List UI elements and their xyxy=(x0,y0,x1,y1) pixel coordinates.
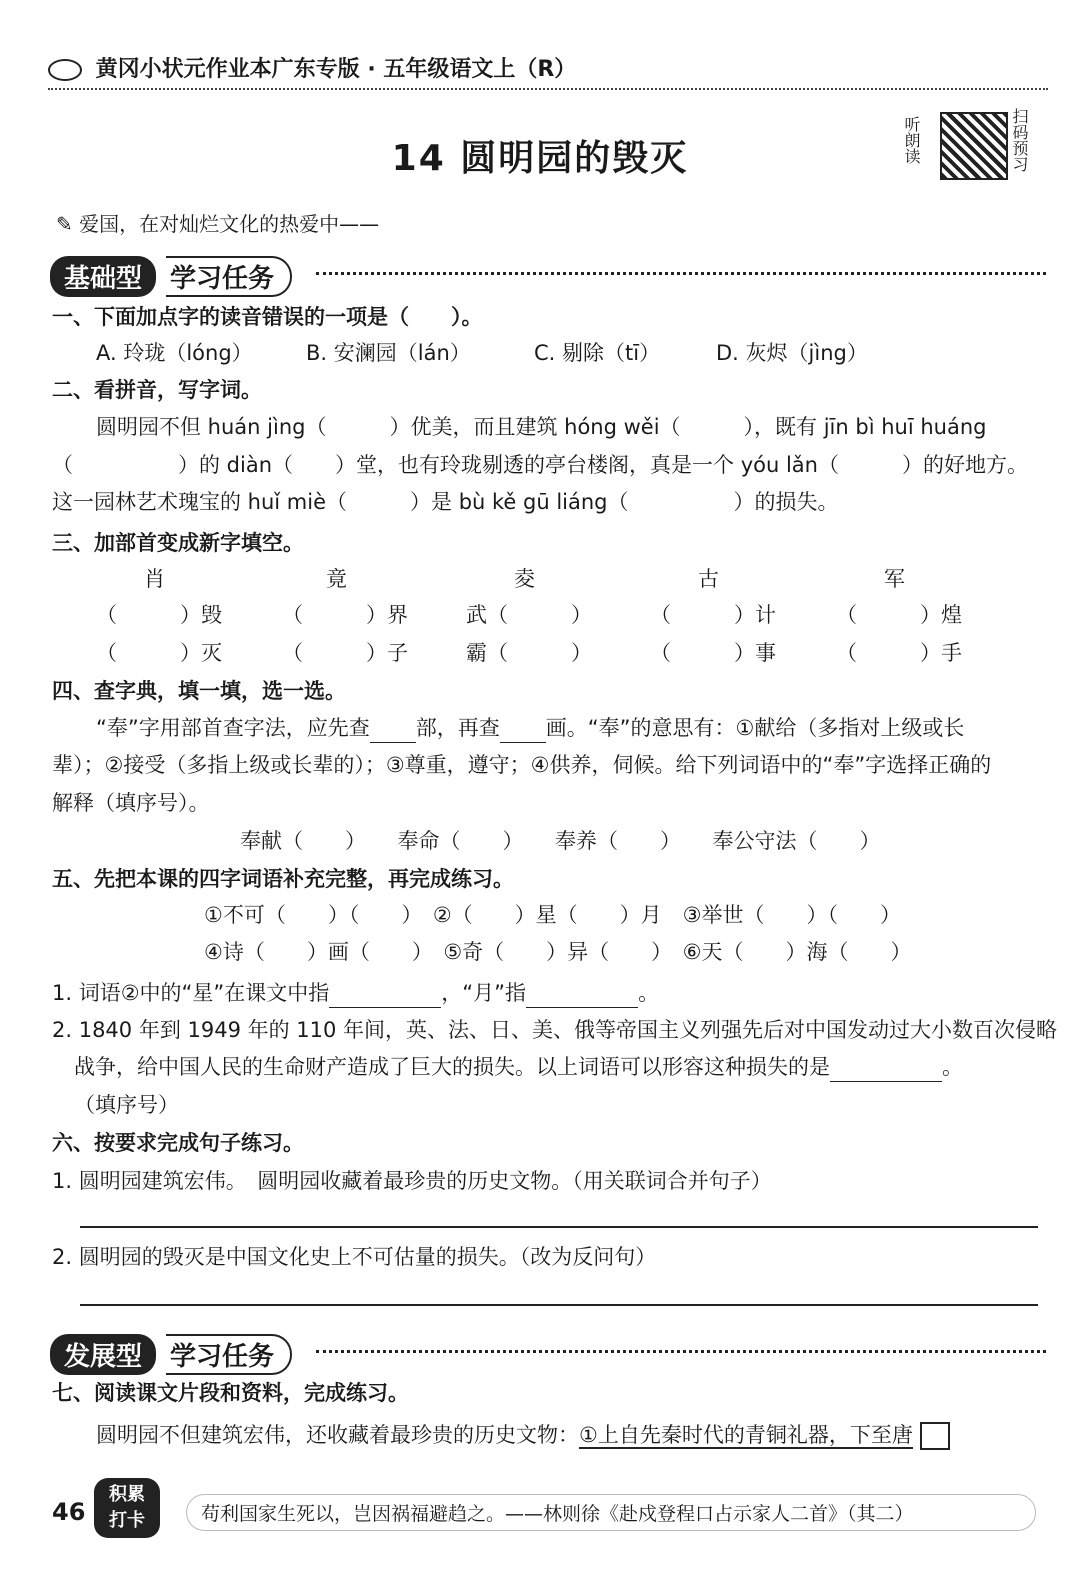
q3-blank[interactable]: （ ）毁 xyxy=(96,603,222,627)
q1-option-b: B. 安澜园（lán） xyxy=(306,341,471,365)
q5-blank[interactable] xyxy=(329,985,441,1008)
q6-sub1: 1. 圆明园建筑宏伟。 圆明园收藏着最珍贵的历史文物。（用关联词合并句子） xyxy=(52,1169,772,1193)
running-header xyxy=(48,52,576,83)
section-basic-label: 学习任务 xyxy=(166,256,292,297)
q6-answer-line-2[interactable] xyxy=(80,1304,1038,1306)
q7-passage: 圆明园不但建筑宏伟，还收藏着最珍贵的历史文物：①上自先秦时代的青铜礼器，下至唐 xyxy=(96,1420,950,1450)
q5-row1[interactable]: ①不可（ ）（ ） ②（ ）星（ ）月 ③举世（ ）（ ） xyxy=(204,903,901,927)
q2-line1: 圆明园不但 huán jìng（ ）优美，而且建筑 hóng wěi（ ），既有 jīn bì huī huáng xyxy=(96,415,987,439)
q1-option-a: A. 玲珑（lóng） xyxy=(96,341,253,365)
q4-blank[interactable] xyxy=(370,720,416,743)
q3-blank[interactable]: （ ）计 xyxy=(650,603,776,627)
q1-option-c: C. 剔除（tī） xyxy=(534,341,661,365)
section-basic-banner xyxy=(50,256,292,297)
header-text: 黄冈小状元作业本广东专版 · 五年级语文上（R） xyxy=(95,57,577,82)
section-develop-dots xyxy=(316,1350,1046,1353)
q3-stem: 三、加部首变成新字填空。 xyxy=(52,531,304,555)
q5-sub2-note: （填序号） xyxy=(74,1093,179,1117)
q3-head-5: 军 xyxy=(884,567,905,591)
q5-stem: 五、先把本课的四字词语补充完整，再完成练习。 xyxy=(52,867,514,891)
accumulate-badge: 积累 打卡 xyxy=(94,1478,160,1538)
q4-options[interactable]: 奉献（ ） 奉命（ ） 奉养（ ） 奉公守法（ ） xyxy=(240,829,881,853)
q3-blank[interactable]: 霸（ ） xyxy=(466,641,592,665)
qr-label-left: 听朗读 xyxy=(902,116,921,164)
page-number: 46 xyxy=(52,1498,86,1526)
q3-blank[interactable]: （ ）手 xyxy=(836,641,962,665)
q3-blank[interactable]: （ ）煌 xyxy=(836,603,962,627)
q6-stem: 六、按要求完成句子练习。 xyxy=(52,1131,304,1155)
q7-stem: 七、阅读课文片段和资料，完成练习。 xyxy=(52,1381,409,1405)
section-basic-dots xyxy=(316,272,1046,275)
section-develop-banner xyxy=(50,1334,292,1375)
lesson-title: 14 圆明园的毁灭 xyxy=(391,138,689,179)
quill-icon: ✎ xyxy=(56,212,80,236)
q5-sub2-line1: 2. 1840 年到 1949 年的 110 年间，英、法、日、美、俄等帝国主义列强先后对中国发动过大小数百次侵略 xyxy=(52,1018,1058,1042)
q5-blank[interactable] xyxy=(526,985,638,1008)
section-develop-pill: 发展型 xyxy=(50,1334,156,1375)
q5-row2[interactable]: ④诗（ ）画（ ） ⑤奇（ ）异（ ） ⑥天（ ）海（ ） xyxy=(204,940,912,964)
q3-head-2: 竟 xyxy=(326,567,347,591)
header-divider xyxy=(48,88,1048,90)
q4-line1: “奉”字用部首查字法，应先查 部，再查 画。“奉”的意思有：①献给（多指对上级或长 xyxy=(96,713,964,743)
section-basic-pill: 基础型 xyxy=(50,256,156,297)
q3-blank[interactable]: （ ）子 xyxy=(282,641,408,665)
q1-option-d: D. 灰烬（jìng） xyxy=(716,341,868,365)
q3-head-3: 夌 xyxy=(514,567,535,591)
intro-line: ✎ 爱国，在对灿烂文化的热爱中—— xyxy=(56,212,380,236)
qr-code[interactable] xyxy=(940,112,1008,180)
q6-sub2: 2. 圆明园的毁灭是中国文化史上不可估量的损失。（改为反问句） xyxy=(52,1245,657,1269)
q2-line2: （ ）的 diàn（ ）堂，也有玲珑剔透的亭台楼阁，真是一个 yóu lǎn（ ）的好地方。 xyxy=(52,453,1028,477)
q4-blank[interactable] xyxy=(500,720,546,743)
q6-answer-line-1[interactable] xyxy=(80,1226,1038,1228)
q7-answer-box[interactable] xyxy=(920,1422,950,1450)
q2-stem: 二、看拼音，写字词。 xyxy=(52,378,262,402)
q5-sub2-line2: 战争，给中国人民的生命财产造成了巨大的损失。以上词语可以形容这种损失的是 。 xyxy=(74,1052,963,1082)
q5-sub1: 1. 词语②中的“星”在课文中指 ，“月”指 。 xyxy=(52,978,659,1008)
q4-stem: 四、查字典，填一填，选一选。 xyxy=(52,679,346,703)
q3-blank[interactable]: 武（ ） xyxy=(466,603,592,627)
q3-head-1: 肖 xyxy=(144,567,165,591)
q3-blank[interactable]: （ ）界 xyxy=(282,603,408,627)
q4-line2: 辈）；②接受（多指上级或长辈的）；③尊重，遵守；④供养，伺候。给下列词语中的“奉”字选择正确的 xyxy=(52,753,992,777)
q2-line3: 这一园林艺术瑰宝的 huǐ miè（ ）是 bù kě gū liáng（ ）的损失。 xyxy=(52,490,839,514)
q4-line3: 解释（填序号）。 xyxy=(52,791,210,815)
q3-blank[interactable]: （ ）事 xyxy=(650,641,776,665)
q3-blank[interactable]: （ ）灭 xyxy=(96,641,222,665)
footer-quote: 苟利国家生死以，岂因祸福避趋之。——林则徐《赴戍登程口占示家人二首》（其二） xyxy=(186,1494,1036,1531)
section-develop-label: 学习任务 xyxy=(166,1334,292,1375)
q3-head-4: 古 xyxy=(698,567,719,591)
q1-stem: 一、下面加点字的读音错误的一项是（ ）。 xyxy=(52,305,483,329)
qr-label-right: 扫码预习 xyxy=(1010,108,1029,172)
q5-blank[interactable] xyxy=(830,1059,942,1082)
book-logo-icon xyxy=(48,59,82,81)
